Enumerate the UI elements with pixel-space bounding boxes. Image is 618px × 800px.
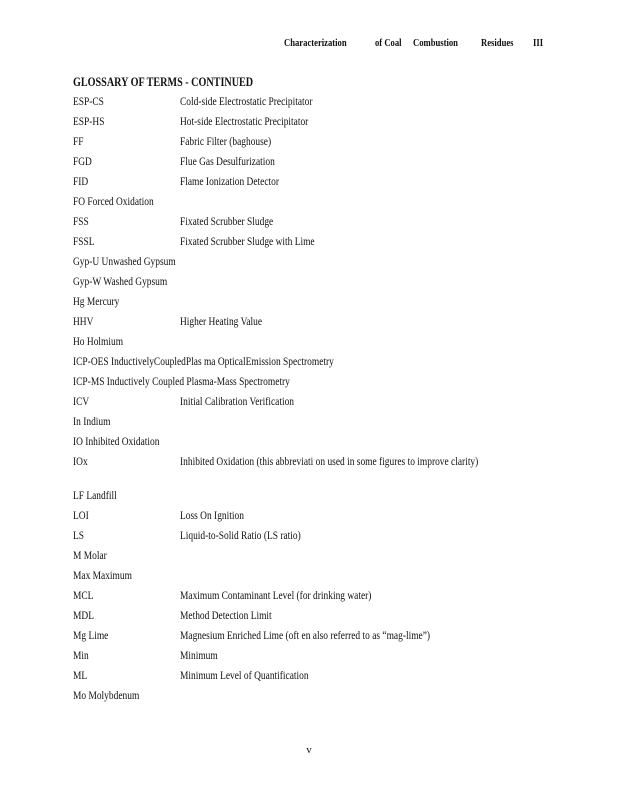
- glossary-definition: Flame Ionization Detector: [180, 176, 279, 188]
- glossary-row: [73, 509, 538, 529]
- glossary-term: ESP-HS: [73, 116, 105, 128]
- glossary-row: [73, 215, 538, 235]
- glossary-row: [73, 235, 538, 255]
- glossary-row: [73, 415, 538, 435]
- glossary-term: IOx: [73, 456, 88, 468]
- glossary-row: [73, 435, 538, 455]
- glossary-entry: In Indium: [73, 416, 111, 428]
- glossary-row: [73, 649, 538, 669]
- glossary-term: MCL: [73, 590, 94, 602]
- glossary-term: Mg Lime: [73, 630, 109, 642]
- glossary-term: HHV: [73, 316, 94, 328]
- glossary-entry: ICP-MS Inductively Coupled Plasma-Mass Spectrometry: [73, 376, 290, 388]
- glossary-definition: Fabric Filter (baghouse): [180, 136, 272, 148]
- page-number: v: [306, 744, 312, 756]
- glossary-row: [73, 549, 538, 569]
- glossary-definition: Maximum Contaminant Level (for drinking water): [180, 590, 372, 602]
- glossary-row: [73, 569, 538, 589]
- glossary-row: [73, 275, 538, 295]
- header-part: of Coal: [375, 38, 402, 49]
- glossary-row: [73, 115, 538, 135]
- glossary-row: [73, 629, 538, 649]
- glossary-entry: LF Landfill: [73, 490, 117, 502]
- glossary-row: [73, 375, 538, 395]
- glossary-term: MDL: [73, 610, 94, 622]
- glossary-definition: Higher Heating Value: [180, 316, 263, 328]
- glossary-row: [73, 589, 538, 609]
- glossary-term: FF: [73, 136, 84, 148]
- glossary-entry: Gyp-U Unwashed Gypsum: [73, 256, 176, 268]
- glossary-row: [73, 135, 538, 155]
- glossary-row: [73, 395, 538, 415]
- glossary-term: Min: [73, 650, 89, 662]
- glossary-term: ESP-CS: [73, 96, 104, 108]
- glossary-definition: Liquid-to-Solid Ratio (LS ratio): [180, 530, 301, 542]
- glossary-definition: Magnesium Enriched Lime (oft en also referred to as “mag-lime”): [180, 630, 431, 642]
- glossary-term: LS: [73, 530, 85, 542]
- glossary-entry: M Molar: [73, 550, 107, 562]
- glossary-row: [73, 175, 538, 195]
- glossary-row: [73, 195, 538, 215]
- glossary-entry: FO Forced Oxidation: [73, 196, 154, 208]
- glossary-row: [73, 335, 538, 355]
- glossary-definition: Inhibited Oxidation (this abbreviati on used in some figures to improve clarity): [180, 456, 479, 468]
- glossary-definition: Flue Gas Desulfurization: [180, 156, 275, 168]
- glossary-definition: Minimum Level of Quantification: [180, 670, 309, 682]
- glossary-definition: Initial Calibration Verification: [180, 396, 295, 408]
- glossary-row: [73, 489, 538, 509]
- section-title: GLOSSARY OF TERMS - CONTINUED: [73, 74, 254, 89]
- glossary-entry: Mo Molybdenum: [73, 690, 140, 702]
- glossary-row: [73, 295, 538, 315]
- glossary-definition: Method Detection Limit: [180, 610, 272, 622]
- glossary-row: [73, 689, 538, 709]
- glossary-entry: Max Maximum: [73, 570, 132, 582]
- glossary-entry: Hg Mercury: [73, 296, 120, 308]
- glossary-row: [73, 669, 538, 689]
- glossary-term: ML: [73, 670, 88, 682]
- glossary-list: [73, 95, 538, 709]
- glossary-term: FSS: [73, 216, 89, 228]
- glossary-row: [73, 529, 538, 549]
- glossary-row: [73, 155, 538, 175]
- glossary-term: FID: [73, 176, 89, 188]
- glossary-entry: IO Inhibited Oxidation: [73, 436, 160, 448]
- glossary-definition: Loss On Ignition: [180, 510, 244, 522]
- glossary-definition: Cold-side Electrostatic Precipitator: [180, 96, 313, 108]
- glossary-term: LOI: [73, 510, 89, 522]
- glossary-term: ICV: [73, 396, 90, 408]
- header-part: III: [533, 38, 544, 49]
- glossary-definition: Minimum: [180, 650, 218, 662]
- glossary-row: [73, 609, 538, 629]
- glossary-row: [73, 355, 538, 375]
- glossary-term: FGD: [73, 156, 92, 168]
- glossary-row: [73, 255, 538, 275]
- glossary-entry: Gyp-W Washed Gypsum: [73, 276, 168, 288]
- glossary-entry: Ho Holmium: [73, 336, 124, 348]
- glossary-entry: ICP-OES InductivelyCoupledPlas ma OpticalEmission Spectrometry: [73, 356, 334, 368]
- glossary-definition: Fixated Scrubber Sludge: [180, 216, 274, 228]
- glossary-row: [73, 455, 538, 489]
- glossary-term: FSSL: [73, 236, 95, 248]
- glossary-definition: Fixated Scrubber Sludge with Lime: [180, 236, 315, 248]
- header-part: Residues: [481, 38, 514, 49]
- header-part: Combustion: [413, 38, 458, 49]
- glossary-row: [73, 95, 538, 115]
- glossary-definition: Hot-side Electrostatic Precipitator: [180, 116, 309, 128]
- header-part: Characterization: [284, 38, 347, 49]
- glossary-row: [73, 315, 538, 335]
